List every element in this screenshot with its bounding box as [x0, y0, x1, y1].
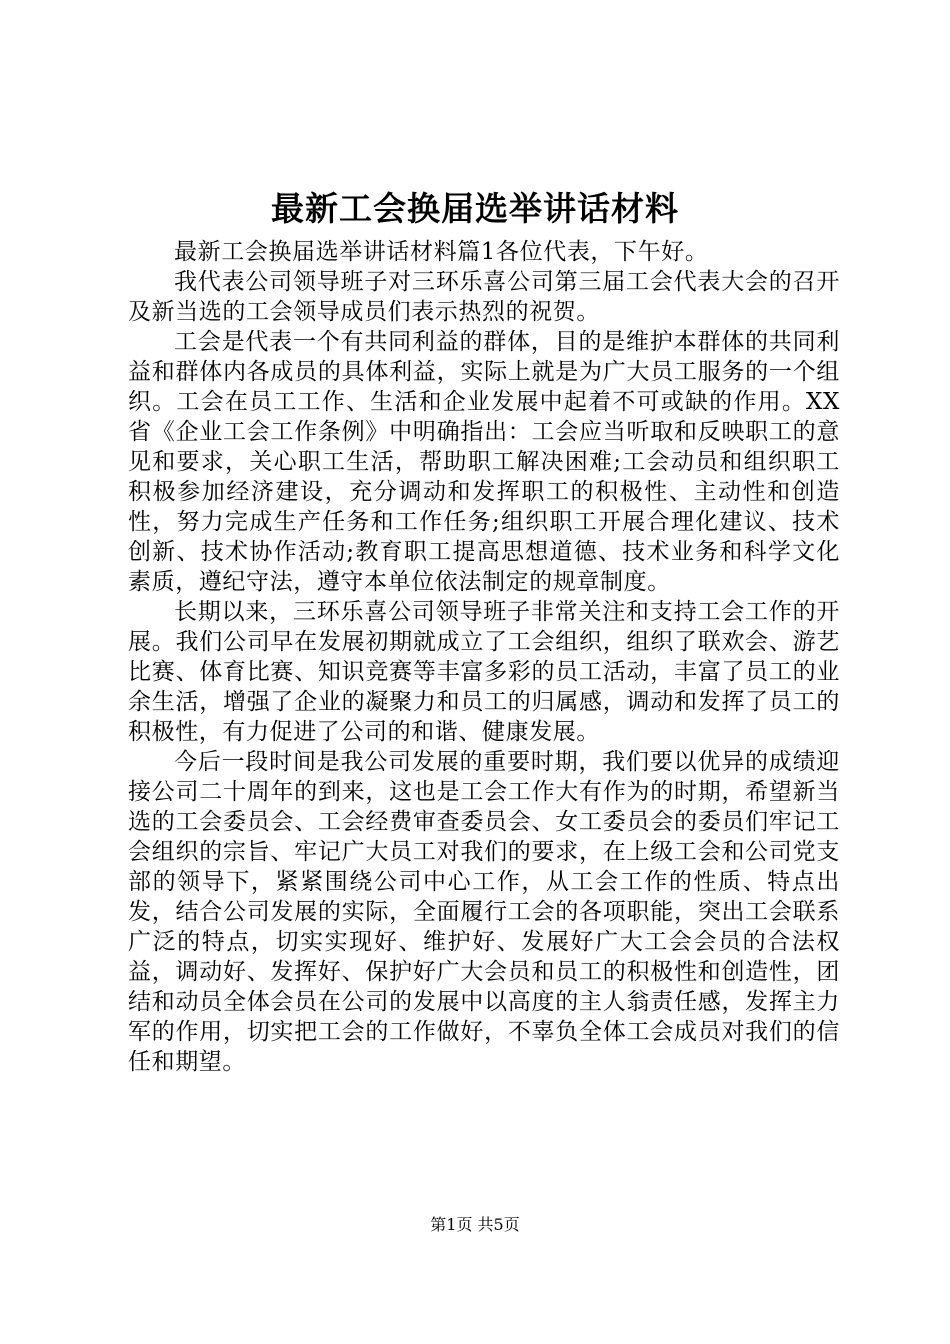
paragraph-4: 长期以来，三环乐喜公司领导班子非常关注和支持工会工作的开展。我们公司早在发展初期就成立了工会组织，组织了联欢会、游艺比赛、体育比赛、知识竞赛等丰富多彩的员工活动，丰富了员工的业余生活，增强了企业的凝聚力和员工的归属感，调动和发挥了员工的积极性，有力促进了公司的和谐、健康发展。	[128, 599, 840, 745]
paragraph-3: 工会是代表一个有共同利益的群体，目的是维护本群体的共同利益和群体内各成员的具体利益，实际上就是为广大员工服务的一个组织。工会在员工工作、生活和企业发展中起着不可或缺的作用。XX省《企业工会工作条例》中明确指出：工会应当听取和反映职工的意见和要求，关心职工生活，帮助职工解决困难;工会动员和组织职工积极参加经济建设，充分调动和发挥职工的积极性、主动性和创造性，努力完成生产任务和工作任务;组织职工开展合理化建议、技术创新、技术协作活动;教育职工提高思想道德、技术业务和科学文化素质，遵纪守法，遵守本单位依法制定的规章制度。	[128, 329, 840, 595]
document-title: 最新工会换届选举讲话材料	[271, 189, 679, 228]
paragraph-2: 我代表公司领导班子对三环乐喜公司第三届工会代表大会的召开及新当选的工会领导成员们表示热烈的祝贺。	[128, 269, 840, 325]
document-body	[128, 237, 840, 1077]
page-number-footer: 第1页 共5页	[430, 1215, 520, 1234]
paragraph-1: 最新工会换届选举讲话材料篇1各位代表，下午好。	[174, 239, 709, 265]
paragraph-5: 今后一段时间是我公司发展的重要时期，我们要以优异的成绩迎接公司二十周年的到来，这也是工会工作大有作为的时期，希望新当选的工会委员会、工会经费审查委员会、女工委员会的委员们牢记工会组织的宗旨、牢记广大员工对我们的要求，在上级工会和公司党支部的领导下，紧紧围绕公司中心工作，从工会工作的性质、特点出发，结合公司发展的实际，全面履行工会的各项职能，突出工会联系广泛的特点，切实实现好、维护好、发展好广大工会会员的合法权益，调动好、发挥好、保护好广大会员和员工的积极性和创造性，团结和动员全体会员在公司的发展中以高度的主人翁责任感，发挥主力军的作用，切实把工会的工作做好，不辜负全体工会成员对我们的信任和期望。	[128, 749, 840, 1075]
